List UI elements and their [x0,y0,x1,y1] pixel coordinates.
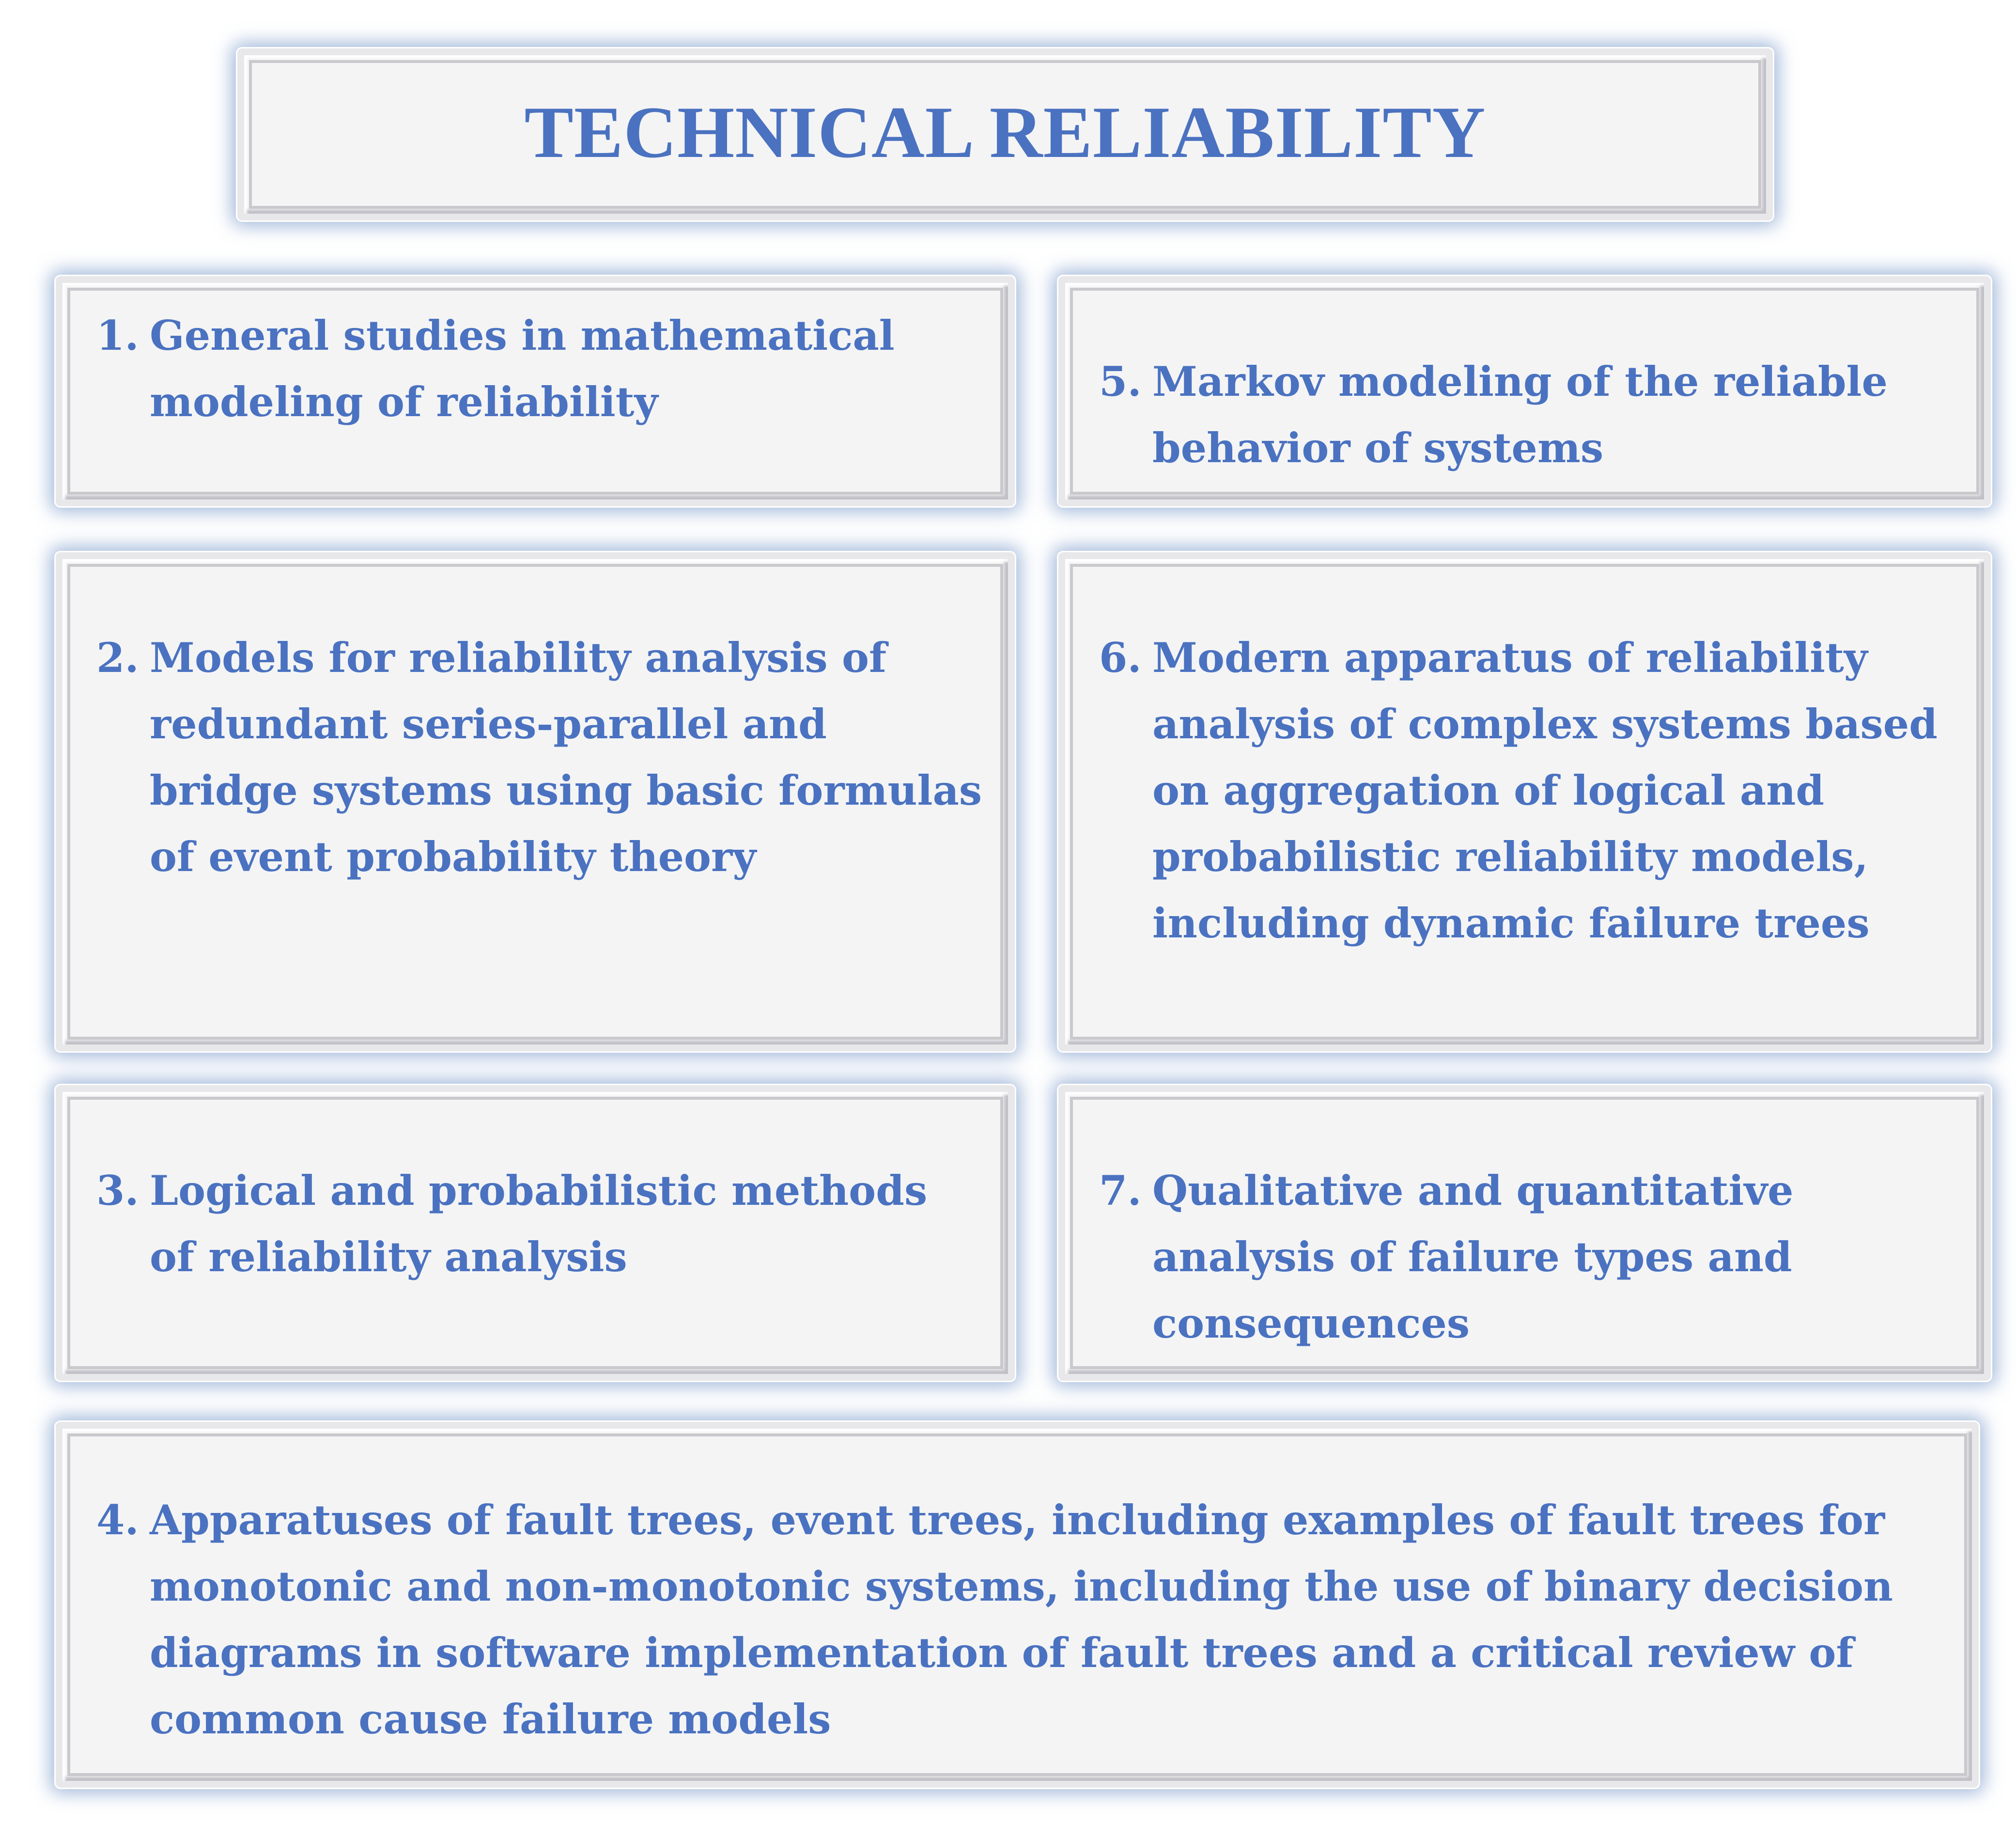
topic-number-1: 1. [96,312,139,359]
topic-text-3: Logical and probabilistic methods of reliability analysis [150,1167,928,1281]
topic-number-4: 4. [96,1496,139,1544]
topic-box-7 [1058,1085,1991,1381]
topic-number-6: 6. [1099,634,1142,682]
topic-box-4 [56,1422,1979,1788]
topic-text-6: Modern apparatus of reliability analysis of complex systems based on aggregation of logical and probabilistic reliability models, including dynamic failure trees [1152,634,1938,947]
title-box [237,48,1773,220]
diagram-title: TECHNICAL RELIABILITY [524,91,1486,173]
topic-number-2: 2. [96,634,139,682]
topic-number-7: 7. [1099,1167,1142,1215]
topic-text-4: Apparatuses of fault trees, event trees, including examples of fault trees for monotonic and non-monotonic systems, including the use of binary decision diagrams in software implementation of fault trees and a critical review of common cause failure models [150,1496,1893,1743]
topic-box-2 [56,552,1015,1051]
topic-text-2: Models for reliability analysis of redundant series-parallel and bridge systems using basic formulas of event probability theory [150,634,982,881]
topic-text-7: Qualitative and quantitative analysis of failure types and consequences [1152,1167,1794,1347]
topic-box-1 [56,276,1015,506]
topic-box-5 [1058,276,1991,506]
topic-text-1: General studies in mathematical modeling of reliability [150,312,895,426]
topic-number-5: 5. [1099,358,1142,405]
topic-box-6 [1058,552,1991,1051]
topic-number-3: 3. [96,1167,139,1215]
topic-text-5: Markov modeling of the reliable behavior of systems [1152,358,1888,472]
topic-box-3 [56,1085,1015,1381]
